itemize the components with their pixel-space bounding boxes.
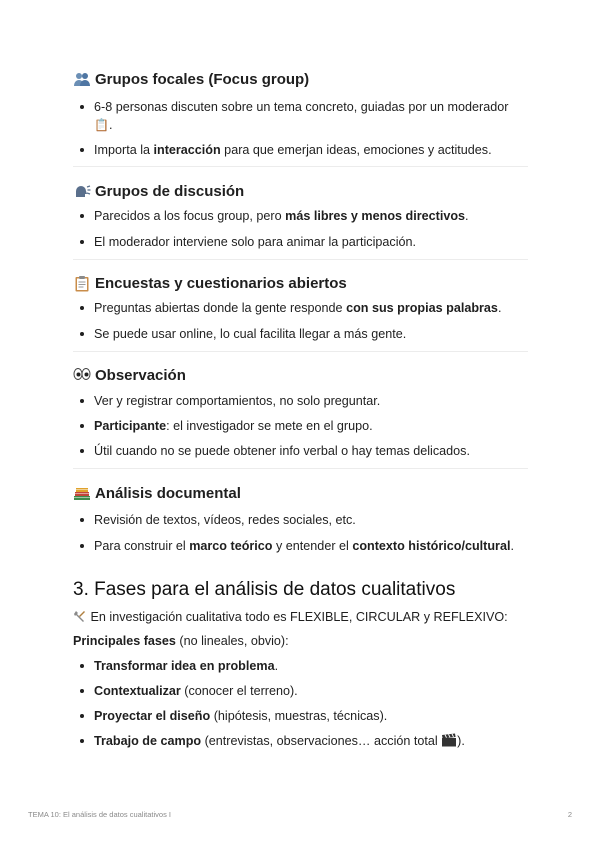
list-item: [73, 392, 528, 410]
phases-label-rest: (no lineales, obvio):: [175, 634, 289, 648]
section-title: [73, 274, 528, 294]
phase-tail: ).: [457, 734, 465, 748]
footer-title: TEMA 10: El análisis de datos cualitativos I: [28, 810, 171, 819]
phase-bold: Transformar idea en problema: [94, 659, 275, 673]
bullet-list: [73, 299, 528, 343]
bullet-text: Preguntas abiertas donde la gente responde: [94, 301, 347, 315]
list-item: [73, 732, 528, 750]
section-documentary-analysis: [73, 484, 528, 556]
section-title-text: Grupos de discusión: [95, 183, 245, 200]
bullet-list: [73, 511, 528, 555]
clapperboard-icon: [441, 733, 457, 747]
list-item: [73, 442, 528, 460]
section-title-text: Grupos focales (Focus group): [95, 71, 310, 88]
list-item: [73, 98, 528, 134]
section-title: [73, 70, 528, 90]
phases-label: [73, 632, 528, 650]
bullet-text: : el investigador se mete en el grupo.: [166, 419, 373, 433]
section-observation: [73, 366, 528, 469]
phase-rest: (entrevistas, observaciones… acción total: [201, 734, 442, 748]
intro-text: En investigación cualitativa todo es FLEXIBLE, CIRCULAR y REFLEXIVO:: [90, 610, 508, 624]
section-title: [73, 366, 528, 386]
phase-rest: (hipótesis, muestras, técnicas).: [210, 709, 388, 723]
bullet-bold: marco teórico: [189, 539, 273, 553]
phase-bold: Proyectar el diseño: [94, 709, 211, 723]
people-icon: [73, 71, 91, 89]
intro-paragraph: [73, 608, 528, 626]
bullet-text: .: [108, 118, 113, 132]
bullet-bold: Participante: [94, 419, 167, 433]
bullet-text: Ver y registrar comportamientos, no solo preguntar.: [94, 394, 381, 408]
phase-bold: Trabajo de campo: [94, 734, 202, 748]
list-item: [73, 511, 528, 529]
tools-icon: [73, 610, 87, 623]
bullet-text: Parecidos a los focus group, pero: [94, 209, 286, 223]
bullet-list: [73, 207, 528, 251]
section-phases: [73, 578, 528, 750]
list-item: [73, 417, 528, 435]
bullet-text: para que emerjan ideas, emociones y actitudes.: [220, 143, 492, 157]
phases-list: [73, 657, 528, 750]
phase-rest: (conocer el terreno).: [180, 684, 298, 698]
bullet-text: Se puede usar online, lo cual facilita llegar a más gente.: [94, 327, 407, 341]
books-icon: [73, 485, 91, 503]
clipboard-icon: 📋: [94, 118, 109, 132]
section-title-text: Observación: [95, 367, 186, 384]
list-item: [73, 233, 528, 251]
section-heading: 3. Fases para el análisis de datos cualitativos: [73, 579, 456, 600]
list-item: [73, 207, 528, 225]
bullet-text: .: [510, 539, 514, 553]
page-number: 2: [567, 810, 572, 819]
bullet-bold: contexto histórico/cultural: [352, 539, 511, 553]
section-discussion-groups: [73, 182, 528, 260]
list-item: [73, 299, 528, 317]
section-title: [73, 484, 528, 504]
list-item: [73, 537, 528, 555]
section-title: [73, 182, 528, 202]
bullet-text: .: [465, 209, 469, 223]
list-item: [73, 682, 528, 700]
bullet-text: Revisión de textos, vídeos, redes sociales, etc.: [94, 513, 356, 527]
section-title-text: Encuestas y cuestionarios abiertos: [95, 275, 347, 292]
bullet-text: Importa la: [94, 143, 154, 157]
bullet-text: y entender el: [272, 539, 353, 553]
bullet-bold: más libres y menos directivos: [285, 209, 466, 223]
list-item: [73, 325, 528, 343]
clipboard-icon: [73, 275, 91, 293]
list-item: [73, 657, 528, 675]
speaking-head-icon: [73, 183, 91, 201]
phase-rest: .: [274, 659, 279, 673]
bullet-text: .: [497, 301, 502, 315]
eyes-icon: [73, 367, 91, 385]
phase-bold: Contextualizar: [94, 684, 181, 698]
list-item: [73, 141, 528, 159]
bullet-list: [73, 392, 528, 460]
bullet-bold: interacción: [153, 143, 221, 157]
phases-label-bold: Principales fases: [73, 634, 176, 648]
list-item: [73, 707, 528, 725]
bullet-list: [73, 98, 528, 159]
bullet-text: Para construir el: [94, 539, 190, 553]
section-surveys: [73, 274, 528, 352]
bullet-bold: con sus propias palabras: [346, 301, 498, 315]
bullet-text: El moderador interviene solo para animar la participación.: [94, 235, 417, 249]
bullet-text: Útil cuando no se puede obtener info verbal o hay temas delicados.: [94, 444, 470, 458]
section-title-text: Análisis documental: [95, 485, 241, 502]
bullet-text: 6-8 personas discuten sobre un tema concreto, guiadas por un moderador: [94, 100, 509, 114]
section-focus-group: [73, 70, 528, 167]
